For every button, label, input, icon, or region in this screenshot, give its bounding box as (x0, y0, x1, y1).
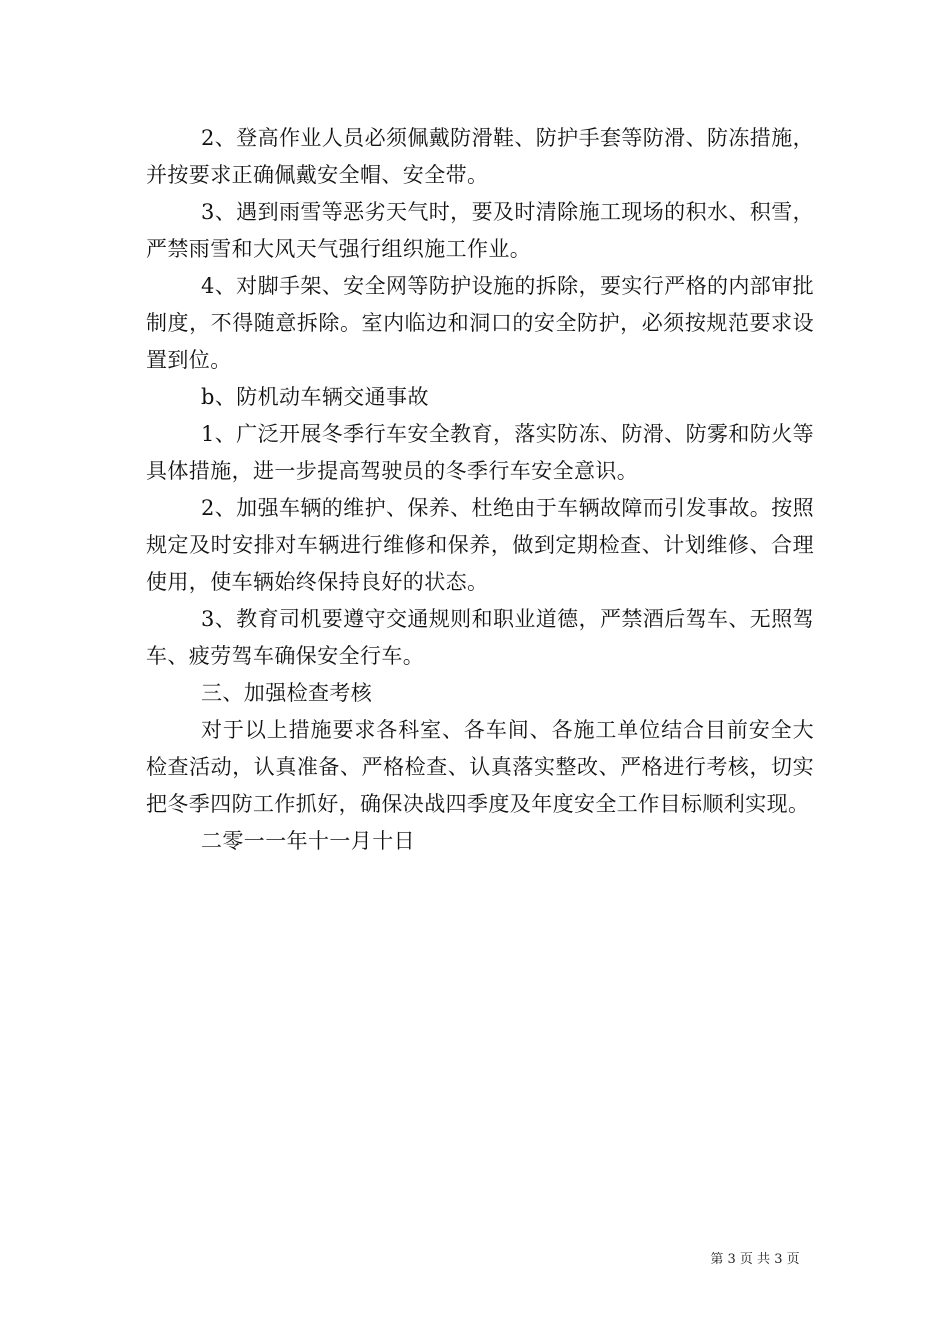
document-date: 二零一一年十一月十日 (201, 829, 415, 853)
paragraph-vehicle-maintenance: 2、加强车辆的维护、保养、杜绝由于车辆故障而引发事故。按照规定及时安排对车辆进行维修和保养，做到定期检查、计划维修、合理使用，使车辆始终保持良好的状态。 (146, 496, 814, 594)
paragraph-climbing-safety: 2、登高作业人员必须佩戴防滑鞋、防护手套等防滑、防冻措施，并按要求正确佩戴安全帽、安全带。 (146, 126, 814, 187)
paragraph-scaffold-removal: 4、对脚手架、安全网等防护设施的拆除，要实行严格的内部审批制度，不得随意拆除。室内临边和洞口的安全防护，必须按规范要求设置到位。 (146, 274, 814, 372)
section-heading-inspection: 三、加强检查考核 (201, 681, 373, 705)
paragraph-driving-education: 1、广泛开展冬季行车安全教育，落实防冻、防滑、防雾和防火等具体措施，进一步提高驾驶员的冬季行车安全意识。 (146, 422, 814, 483)
page-number-footer: 第 3 页 共 3 页 (710, 1252, 800, 1267)
document-body (146, 120, 814, 860)
paragraph-weather-safety: 3、遇到雨雪等恶劣天气时，要及时清除施工现场的积水、积雪，严禁雨雪和大风天气强行组织施工作业。 (146, 200, 814, 261)
section-heading-traffic: b、防机动车辆交通事故 (201, 385, 429, 409)
paragraph-inspection-assessment: 对于以上措施要求各科室、各车间、各施工单位结合目前安全大检查活动，认真准备、严格检查、认真落实整改、严格进行考核，切实把冬季四防工作抓好，确保决战四季度及年度安全工作目标顺利实现。 (146, 718, 814, 816)
paragraph-driver-conduct: 3、教育司机要遵守交通规则和职业道德，严禁酒后驾车、无照驾车、疲劳驾车确保安全行车。 (146, 607, 814, 668)
